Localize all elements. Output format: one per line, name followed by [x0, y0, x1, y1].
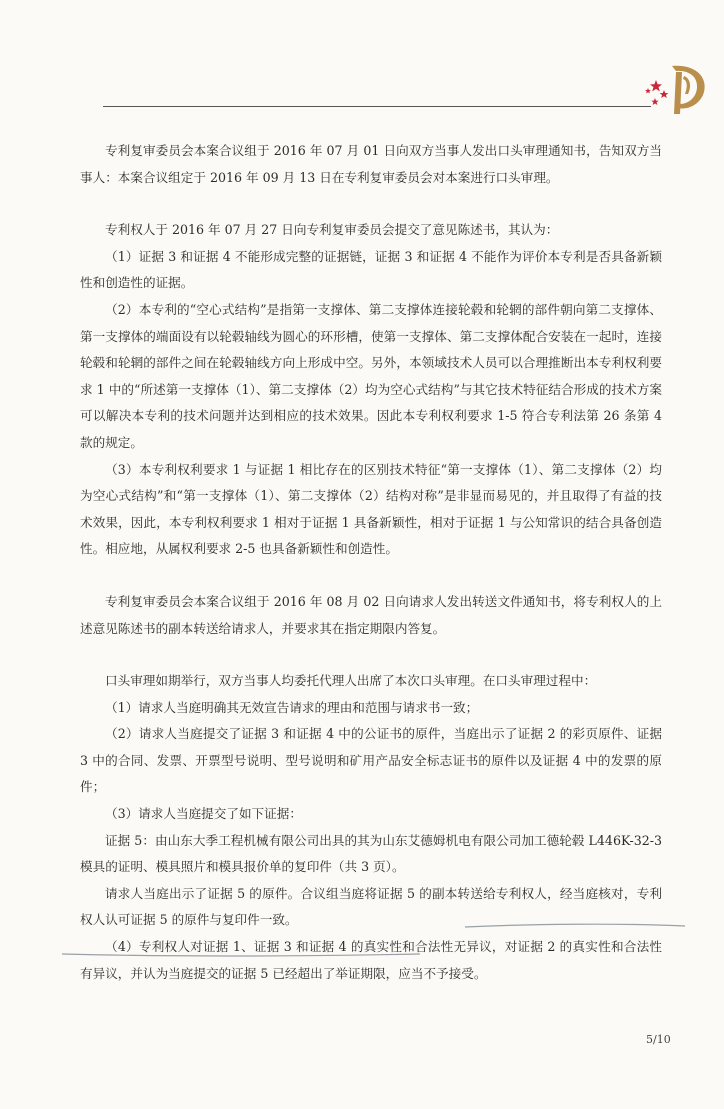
paragraph-oral-hearing-notice: 专利复审委员会本案合议组于 2016 年 07 月 01 日向双方当事人发出口头审理通知书，告知双方当事人：本案合议组定于 2016 年 09 月 13 日在专利复审委员会对本案进行口头审理。 — [80, 143, 662, 185]
paragraph-hearing-point-1: （1）请求人当庭明确其无效宣告请求的理由和范围与请求书一致； — [105, 699, 479, 715]
paragraph-oral-hearing-held: 口头审理如期举行，双方当事人均委托代理人出席了本次口头审理。在口头审理过程中： — [105, 673, 597, 689]
paragraph-evidence-5: 证据 5：由山东大季工程机械有限公司出具的其为山东艾德姆机电有限公司加工德轮毂 L446K-32-3 模具的证明、模具照片和模具报价单的复印件（共 3 页）。 — [80, 832, 662, 875]
paragraph-statement-point-2: （2）本专利的“空心式结构”是指第一支撑体、第二支撑体连接轮毂和轮辋的部件朝向第二支撑体、第一支撑体的端面设有以轮毂轴线为圆心的环形槽，使第一支撑体、第二支撑体配合安装在一起时，连接轮毂和轮辋的部件之间在轮毂轴线方向上形成中空。另外，本领域技术人员可以合理推断出本专利权利要求 1 中的“所述第一支撑体（1）、第二支撑体（2）均为空心式结构”与其它技术特征结合形成的技术方案可以解决本专利的技术问题并达到相应的技术效果。因此本专利权利要求 1-5 符合专利法第 26 条第 4 款的规定。 — [80, 301, 662, 450]
paragraph-patentee-statement: 专利权人于 2016 年 07 月 27 日向专利复审委员会提交了意见陈述书，其认为： — [105, 222, 559, 238]
page-number: 5/10 — [646, 1033, 671, 1046]
header-rule — [103, 106, 651, 107]
paragraph-statement-point-3: （3）本专利权利要求 1 与证据 1 相比存在的区别技术特征“第一支撑体（1）、第二支撑体（2）均为空心式结构”和“第一支撑体（1）、第二支撑体（2）结构对称”是非显而易见的，并且取得了有益的技术效果，因此，本专利权利要求 1 相对于证据 1 具备新颖性，相对于证据 1 与公知常识的结合具备创造性。相应地，从属权利要求 2-5 也具备新颖性和创造性。 — [80, 461, 662, 557]
paragraph-hearing-point-4: （4）专利权人对证据 1、证据 3 和证据 4 的真实性和合法性无异议，对证据 2 的真实性和合法性有异议，并认为当庭提交的证据 5 已经超出了举证期限，应当不予接受。 — [80, 939, 662, 981]
patent-office-logo-icon — [642, 58, 712, 118]
paragraph-hearing-point-3: （3）请求人当庭提交了如下证据： — [105, 806, 302, 822]
paragraph-transfer-notice: 专利复审委员会本案合议组于 2016 年 08 月 02 日向请求人发出转送文件通知书，将专利权人的上述意见陈述书的副本转送给请求人，并要求其在指定期限内答复。 — [80, 593, 662, 636]
paragraph-hearing-point-2: （2）请求人当庭提交了证据 3 和证据 4 中的公证书的原件，当庭出示了证据 2 的彩页原件、证据 3 中的合同、发票、开票型号说明、型号说明和矿用产品安全标志证书的原件以及证据 4 中的发票的原件； — [80, 726, 662, 795]
pen-underline-mark — [60, 920, 700, 964]
document-body — [80, 138, 662, 987]
paragraph-evidence-5-original: 请求人当庭出示了证据 5 的原件。合议组当庭将证据 5 的副本转送给专利权人，经当庭核对，专利权人认可证据 5 的原件与复印件一致。 — [80, 885, 662, 928]
paragraph-statement-point-1: （1）证据 3 和证据 4 不能形成完整的证据链，证据 3 和证据 4 不能作为评价本专利是否具备新颖性和创造性的证据。 — [80, 248, 662, 291]
